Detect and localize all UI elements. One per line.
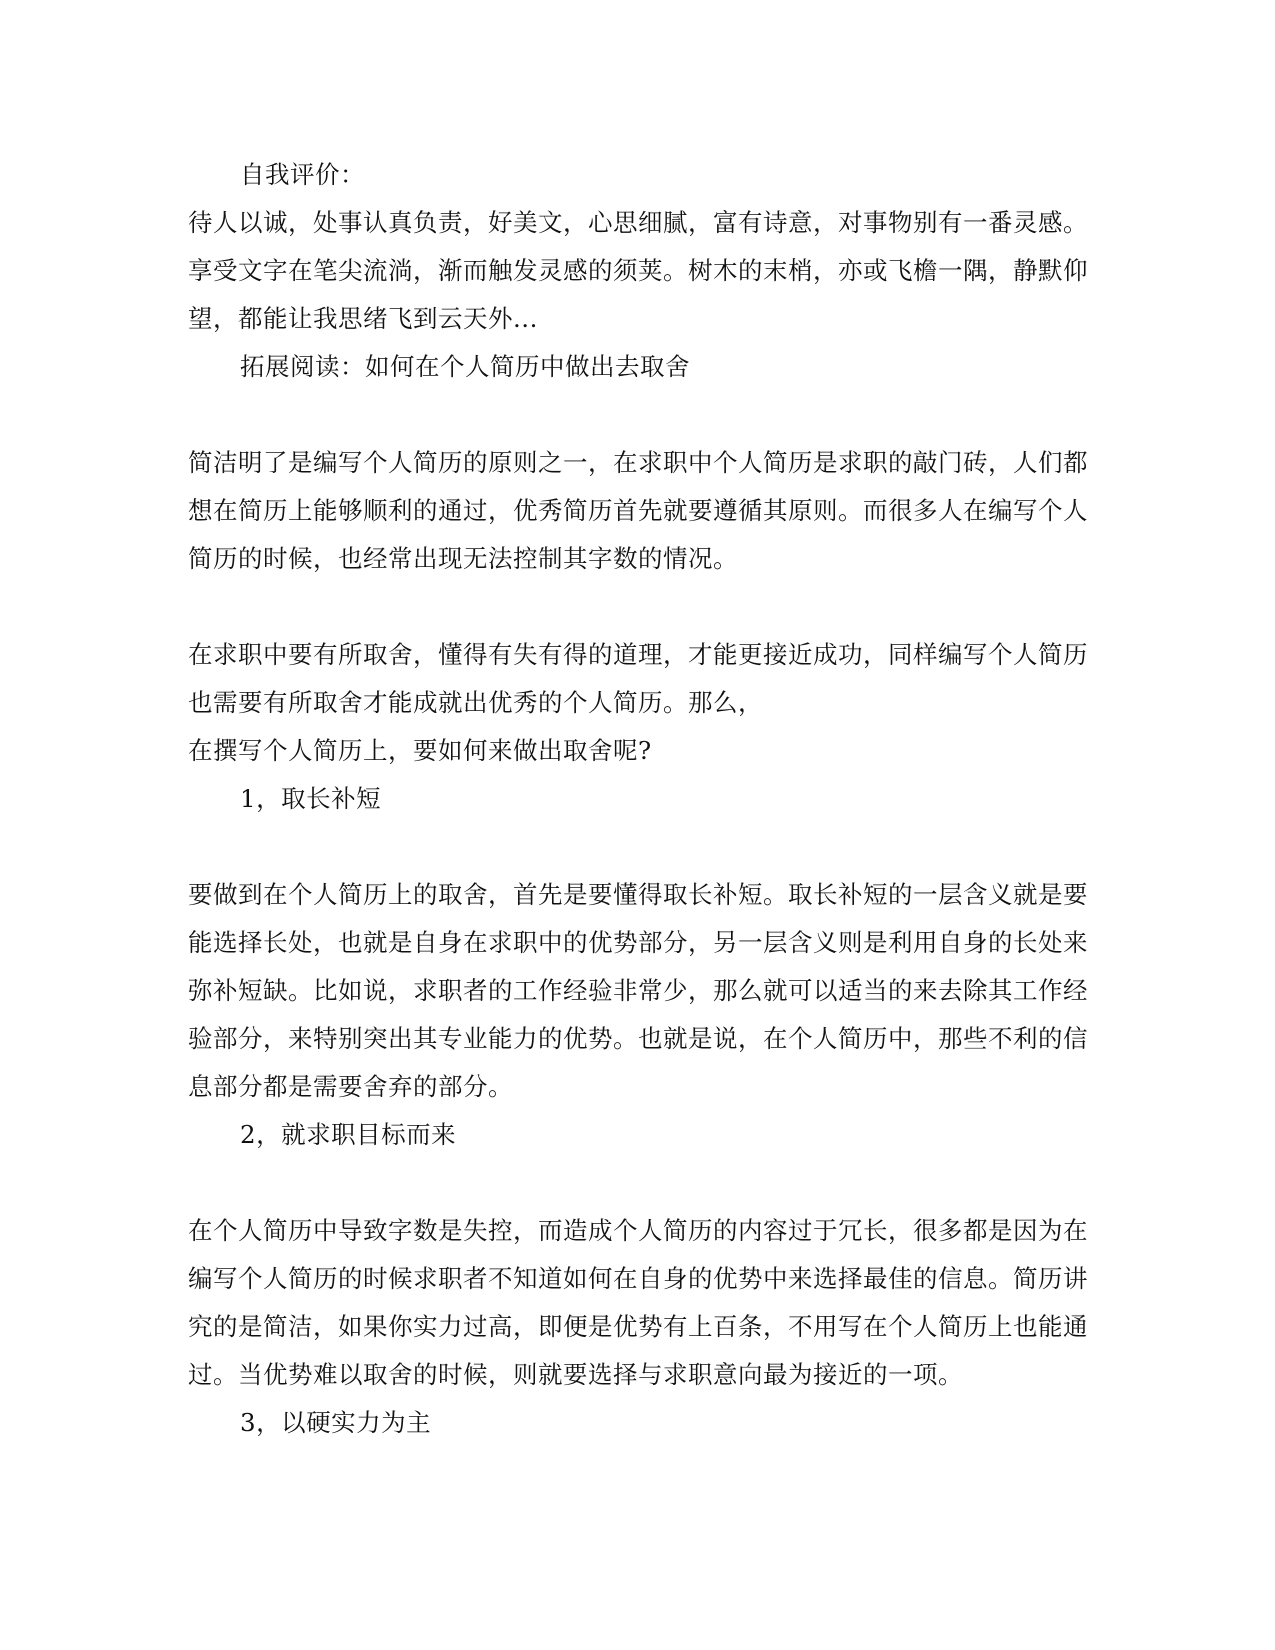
self-eval-heading: 自我评价： — [240, 160, 365, 189]
paragraph-line: 简历的时候，也经常出现无法控制其字数的情况。 — [188, 544, 738, 573]
section-line: 能选择长处，也就是自身在求职中的优势部分，另一层含义则是利用自身的长处来 — [188, 928, 1088, 957]
section-line: 究的是简洁，如果你实力过高，即便是优势有上百条，不用写在个人简历上也能通 — [188, 1312, 1088, 1341]
paragraph-line: 在撰写个人简历上，要如何来做出取舍呢? — [188, 736, 652, 765]
paragraph-line: 在求职中要有所取舍，懂得有失有得的道理，才能更接近成功，同样编写个人简历 — [188, 640, 1088, 669]
extended-reading-title: 拓展阅读：如何在个人简历中做出去取舍 — [240, 352, 690, 381]
section-heading: 2，就求职目标而来 — [240, 1120, 457, 1149]
self-eval-line: 望，都能让我思绪飞到云天外... — [188, 304, 538, 333]
self-eval-line: 享受文字在笔尖流淌，渐而触发灵感的须荚。树木的末梢，亦或飞檐一隅，静默仰 — [188, 256, 1088, 285]
section-line: 编写个人简历的时候求职者不知道如何在自身的优势中来选择最佳的信息。简历讲 — [188, 1264, 1088, 1293]
section-heading: 3，以硬实力为主 — [240, 1408, 432, 1437]
paragraph-line: 简洁明了是编写个人简历的原则之一，在求职中个人简历是求职的敲门砖，人们都 — [188, 448, 1088, 477]
section-line: 过。当优势难以取舍的时候，则就要选择与求职意向最为接近的一项。 — [188, 1360, 963, 1389]
section-line: 在个人简历中导致字数是失控，而造成个人简历的内容过于冗长，很多都是因为在 — [188, 1216, 1088, 1245]
section-heading: 1，取长补短 — [240, 784, 382, 813]
paragraph-line: 想在简历上能够顺利的通过，优秀简历首先就要遵循其原则。而很多人在编写个人 — [188, 496, 1088, 525]
section-line: 弥补短缺。比如说，求职者的工作经验非常少，那么就可以适当的来去除其工作经 — [188, 976, 1088, 1005]
self-eval-line: 待人以诚，处事认真负责，好美文，心思细腻，富有诗意，对事物别有一番灵感。 — [188, 208, 1088, 237]
section-line: 验部分，来特别突出其专业能力的优势。也就是说，在个人简历中，那些不利的信 — [188, 1024, 1088, 1053]
section-line: 要做到在个人简历上的取舍，首先是要懂得取长补短。取长补短的一层含义就是要 — [188, 880, 1088, 909]
paragraph-line: 也需要有所取舍才能成就出优秀的个人简历。那么， — [188, 688, 763, 717]
section-line: 息部分都是需要舍弃的部分。 — [188, 1072, 513, 1101]
